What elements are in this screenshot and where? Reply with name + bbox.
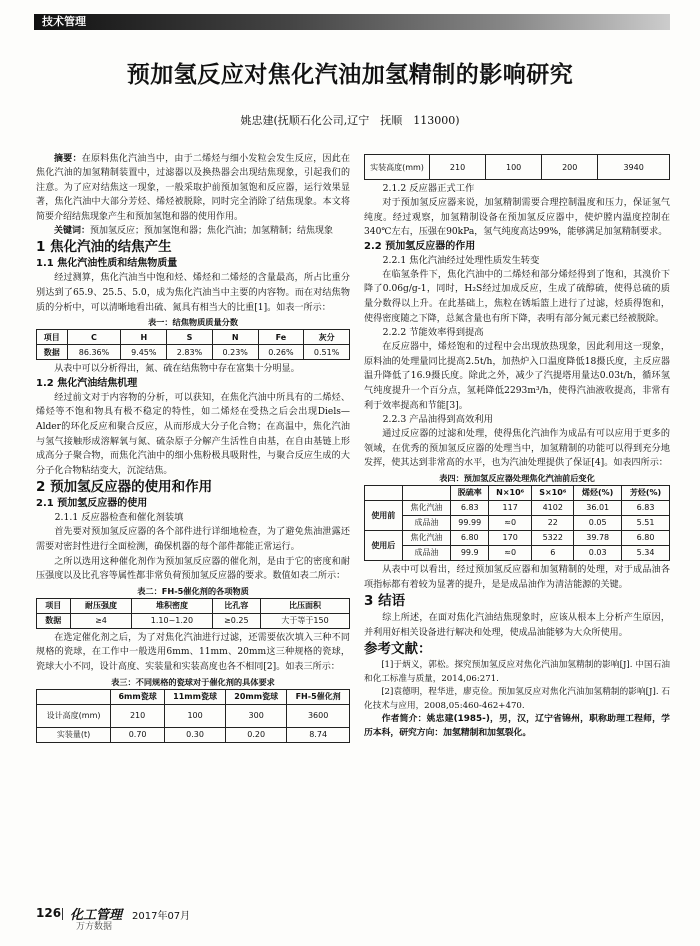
paragraph-p7: 对于预加氢反应器来说，加氢精制需要合理控制温度和压力，保证氢气纯度。经过观察，加氢精制设备在预加氢反应器中，使炉膛内温度控制在340℃左右，压强在90kPa，氢气纯度高达99%，能够满足加氢精制要求。 <box>364 198 670 238</box>
t2-r1: ≥4 <box>70 613 132 628</box>
reference-1: [1]于炳义，郭松。探究预加氢反应对焦化汽油加氢精制的影响[J]. 中国石油和化工标准与质量，2014,06:271. <box>364 660 670 684</box>
table3 <box>36 689 350 743</box>
author-line: 姚忠建(抚顺石化公司,辽宁 抚顺 113000) <box>240 114 460 127</box>
t4-h2: 脱硫率 <box>451 485 489 500</box>
t3c-v0: 210 <box>430 155 486 180</box>
heading-s2-1-1: 2.1.1 反应器检查和催化剂装填 <box>54 512 184 524</box>
heading-s2-2: 2.2 预加氢反应器的作用 <box>364 240 476 252</box>
table1-caption: 表一：结焦物质质量分数 <box>147 317 239 328</box>
t4-g1-r1-4: 0.03 <box>574 545 622 560</box>
t4-g1-r0-0: 焦化汽油 <box>402 530 451 545</box>
t3-r0-0: 设计高度(mm) <box>37 704 111 727</box>
t4-g1-r0-5: 6.80 <box>622 530 670 545</box>
heading-s2-1-2: 2.1.2 反应器正式工作 <box>382 183 475 194</box>
t4-g1-r1-3: 6 <box>532 545 574 560</box>
t4-g0-r1-4: 0.05 <box>574 515 622 530</box>
t2-h3: 比孔容 <box>212 598 261 613</box>
t4-g1-r0-2: 170 <box>489 530 532 545</box>
t4-h5: 烯烃(%) <box>574 485 622 500</box>
paragraph-p6: 在选定催化剂之后，为了对焦化汽油进行过滤，还需要依次填入三种不同规格的瓷球，在工作中一般选用6mm、11mm、20mm这三种规格的瓷球，瓷球大小不同，设计高度、实装量和实装高度也各不相同[2]。如表三所示： <box>36 632 350 672</box>
t1-h4: N <box>212 330 258 345</box>
t3-r1-0: 实装量(t) <box>37 727 111 742</box>
t4-g1-r0-4: 39.78 <box>574 530 622 545</box>
references-title: 参考文献： <box>364 641 432 658</box>
paragraph-p4: 首先要对预加氢反应器的各个部件进行详细地检查，为了避免焦油泄露还需要对密封性进行全面检测，确保机器的每个部件都能正常运行。 <box>36 527 350 552</box>
keywords-label: 关键词： <box>54 226 91 237</box>
t4-g0-r1-3: 22 <box>532 515 574 530</box>
t4-g0-label: 使用前 <box>365 500 403 530</box>
t4-h6: 芳烃(%) <box>622 485 670 500</box>
abstract-text: 在原料焦化汽油当中，由于二烯烃与细小发粒会发生反应，因此在焦化汽油的加氢精制装置中，过滤器以及换热器会出现结焦现象，引起我们的注意。为了应对结焦这一现象，一般采取护前预加氢饱和反应器，运行效果显著，焦化汽油中大部分芳烃、烯烃被脱除，同时完全消除了结焦现象。本文将简要介绍结焦现象产生和预加氢饱和器的使用作用。 <box>36 154 350 222</box>
t4-g0-r0-0: 焦化汽油 <box>402 500 451 515</box>
journal-logo: 化工管理 <box>70 908 123 923</box>
section-tag: 技术管理 <box>42 15 86 28</box>
t4-g1-r1-5: 5.34 <box>622 545 670 560</box>
heading-s2-2-3: 2.2.3 产品油得到高效利用 <box>382 414 493 426</box>
paragraph-p9: 在反应器中，烯烃饱和的过程中会出现放热现象，因此利用这一现象，原料油的处理量同比提高2.5t/h，加热炉入口温度降低18摄氏度，主反应器温升降低了16.9摄氏度。除此之外，减少了汽提塔用量达0.03t/h，循环氢气纯度提升一个百分点，氢耗降低2293m³/h，使得汽油液收提高，非常有利于效率提高和节能[3]。 <box>364 342 670 411</box>
t3-h4: FH-5催化剂 <box>287 689 350 704</box>
t4-h3: N×10⁶ <box>489 485 532 500</box>
heading-s3: 3 结语 <box>364 593 406 610</box>
t1-r6: 0.51% <box>304 345 350 360</box>
t2-h0: 项目 <box>37 598 71 613</box>
t2-h4: 比压面积 <box>261 598 350 613</box>
paragraph-p10: 通过反应器的过滤和处理，使得焦化汽油作为成品有可以应用于更多的领域，在优秀的预加氢反应器的处理当中，加氢精制的功能可以得到充分地发挥，使其达到非常高的水平，也为汽油处理提供了保证[4]。如表四所示： <box>364 429 670 469</box>
t1-r3: 2.83% <box>167 345 213 360</box>
section-header-bar <box>34 14 670 30</box>
paragraph-p5: 之所以选用这种催化剂作为预加氢反应器的催化剂，是由于它的密度和耐压强度以及比孔容等属性都非常负荷预加氢反应器的要求。数值如表二所示： <box>36 556 350 582</box>
paragraph-p3: 经过前文对于内容物的分析，可以获知，在焦化汽油中所具有的二烯烃、烯烃等不饱和物具有极不稳定的特性，如二烯烃在受热之后会出现Diels—Alder的环化反应和聚合反应，从而形成大分子化合物；在高温中，焦化汽油与氢气接触形成溶解氧与氮、硫杂原子分解产生活性自由基，在自由基链上形成高分子聚合物，而焦化汽油中的细小焦粉极具吸附性，与聚合反应生成的大分子化合物粘结变大，沉淀结焦。 <box>36 392 350 476</box>
t3-h1: 6mm瓷球 <box>111 689 165 704</box>
heading-s2-2-1: 2.2.1 焦化汽油经过处理性质发生转变 <box>382 254 540 266</box>
t1-r5: 0.26% <box>258 345 304 360</box>
t4-h0 <box>365 485 403 500</box>
abstract-label: 摘要： <box>54 154 82 164</box>
t3-r1-3: 0.20 <box>226 727 287 742</box>
heading-s2-1: 2.1 预加氢反应器的使用 <box>36 498 148 510</box>
t4-g0-r0-3: 4102 <box>532 500 574 515</box>
t1-r0: 数据 <box>37 345 68 360</box>
t3c-label: 实装高度(mm) <box>365 155 430 180</box>
keywords-text: 预加氢反应；预加氢饱和器；焦化汽油；加氢精制；结焦现象 <box>90 226 334 237</box>
t1-h3: S <box>167 330 213 345</box>
t3-r0-2: 100 <box>165 704 226 727</box>
t3-r1-4: 8.74 <box>287 727 350 742</box>
right-column <box>364 154 670 740</box>
heading-s1: 1 焦化汽油的结焦产生 <box>36 239 172 256</box>
t1-h2: H <box>121 330 167 345</box>
page-number: 126 <box>36 906 62 920</box>
paragraph-p11: 从表中可以看出，经过预加氢反应器和加氢精制的处理，对于成品油各项指标都有着较为显著的提升，是是成品油作为清洁能源的关键。 <box>364 564 670 590</box>
t1-h0: 项目 <box>37 330 68 345</box>
t1-r1: 86.36% <box>67 345 121 360</box>
t3c-v2: 200 <box>542 155 598 180</box>
table4-caption: 表四：预加氢反应器处理焦化汽油前后变化 <box>439 472 595 483</box>
table2 <box>36 598 350 629</box>
t4-g0-r1-2: ≈0 <box>489 515 532 530</box>
t4-g0-r1-0: 成品油 <box>402 515 451 530</box>
watermark-text: 万方数据 <box>76 922 113 932</box>
t4-g0-r0-2: 117 <box>489 500 532 515</box>
paragraph-p12: 综上所述，在面对焦化汽油结焦现象时，应该从根本上分析产生原因，并利用好相关设备进行解决和处理，使成品油能够为大众所使用。 <box>364 613 670 638</box>
t4-g1-label: 使用后 <box>365 530 403 560</box>
t4-h4: S×10⁶ <box>532 485 574 500</box>
t3-r0-1: 210 <box>111 704 165 727</box>
issue-date: 2017年07月 <box>132 911 191 922</box>
t4-g0-r0-1: 6.83 <box>451 500 489 515</box>
t3-r1-1: 0.70 <box>111 727 165 742</box>
t3-r0-3: 300 <box>226 704 287 727</box>
author-bio <box>364 713 670 740</box>
t3c-v3: 3940 <box>598 155 670 180</box>
t2-h1: 耐压强度 <box>70 598 132 613</box>
t4-g1-r0-1: 6.80 <box>451 530 489 545</box>
heading-s1-2: 1.2 焦化汽油结焦机理 <box>36 377 138 389</box>
page-title: 预加氢反应对焦化汽油加氢精制的影响研究 <box>126 62 574 88</box>
t1-h6: 灰分 <box>304 330 350 345</box>
heading-s2: 2 预加氢反应器的使用和作用 <box>36 479 213 496</box>
t4-g1-r1-1: 99.9 <box>451 545 489 560</box>
abstract <box>36 152 350 224</box>
t2-r2: 1.10~1.20 <box>132 613 212 628</box>
heading-s2-2-2: 2.2.2 节能效率得到提高 <box>382 327 484 339</box>
t4-g1-r1-0: 成品油 <box>402 545 451 560</box>
paragraph-p8: 在临氢条件下，焦化汽油中的二烯烃和部分烯烃得到了饱和，其溴价下降了0.06g/g-1，同时，H₂S经过加成反应，生成了硫醇硫，使得总硫的质量分数得以上升。在此基础上，焦粒在锈垢篮上进行了过滤，烃质得饱和，使得密度随之下降，总氮含量也有所下降，表明有部分氮元素已经被脱除。 <box>364 269 670 324</box>
heading-s1-1: 1.1 焦化汽油性质和结焦物质量 <box>36 258 178 270</box>
paragraph-p2: 从表中可以分析得出，氮、硫在结焦物中存在富集十分明显。 <box>54 364 300 375</box>
left-column <box>36 152 350 743</box>
t3c-v1: 100 <box>486 155 542 180</box>
table1 <box>36 329 350 360</box>
t2-h2: 堆积密度 <box>132 598 212 613</box>
reference-2: [2]袁德明，程华进，廖克俭。预加氢反应对焦化汽油加氢精制的影响[J]. 石化技术与应用，2008,05:460-462+470. <box>364 687 670 711</box>
author-bio-text: 姚忠建(1985-)，男，汉，辽宁省锦州，职称助理工程师，学历本科，研究方向：加氢精制和加氢裂化。 <box>364 714 670 738</box>
t3-h2: 11mm瓷球 <box>165 689 226 704</box>
t3-r1-2: 0.30 <box>165 727 226 742</box>
t1-r4: 0.23% <box>212 345 258 360</box>
author-bio-label: 作者简介： <box>381 714 427 725</box>
table2-caption: 表二：FH-5催化剂的各项物质 <box>137 585 249 596</box>
t2-r0: 数据 <box>37 613 71 628</box>
t3-h3: 20mm瓷球 <box>226 689 287 704</box>
footer-divider <box>62 908 63 920</box>
paragraph-p1: 经过测算，焦化汽油当中饱和烃、烯烃和二烯烃的含量最高，所占比重分别达到了65.9、25.5、5.0，成为焦化汽油当中主要的内容物。而在对结焦物质的分析中，可以清晰地看出硫、氮具有相当大的比重[1]。如表一所示： <box>36 273 350 313</box>
t4-g0-r1-1: 99.99 <box>451 515 489 530</box>
table3-continued <box>364 154 670 180</box>
table3-caption: 表三：不同规格的瓷球对于催化剂的具体要求 <box>111 676 275 687</box>
t4-g1-r0-3: 5322 <box>532 530 574 545</box>
t1-h1: C <box>67 330 121 345</box>
t4-g1-r1-2: ≈0 <box>489 545 532 560</box>
footer <box>36 906 670 930</box>
t4-h1 <box>402 485 451 500</box>
t4-g0-r1-5: 5.51 <box>622 515 670 530</box>
t1-h5: Fe <box>258 330 304 345</box>
keywords <box>36 224 350 238</box>
t3-h0 <box>37 689 111 704</box>
t4-g0-r0-4: 36.01 <box>574 500 622 515</box>
t2-r3: ≥0.25 <box>212 613 261 628</box>
t2-r4: 大于等于150 <box>261 613 350 628</box>
t1-r2: 9.45% <box>121 345 167 360</box>
table4 <box>364 485 670 561</box>
t3-r0-4: 3600 <box>287 704 350 727</box>
t4-g0-r0-5: 6.83 <box>622 500 670 515</box>
